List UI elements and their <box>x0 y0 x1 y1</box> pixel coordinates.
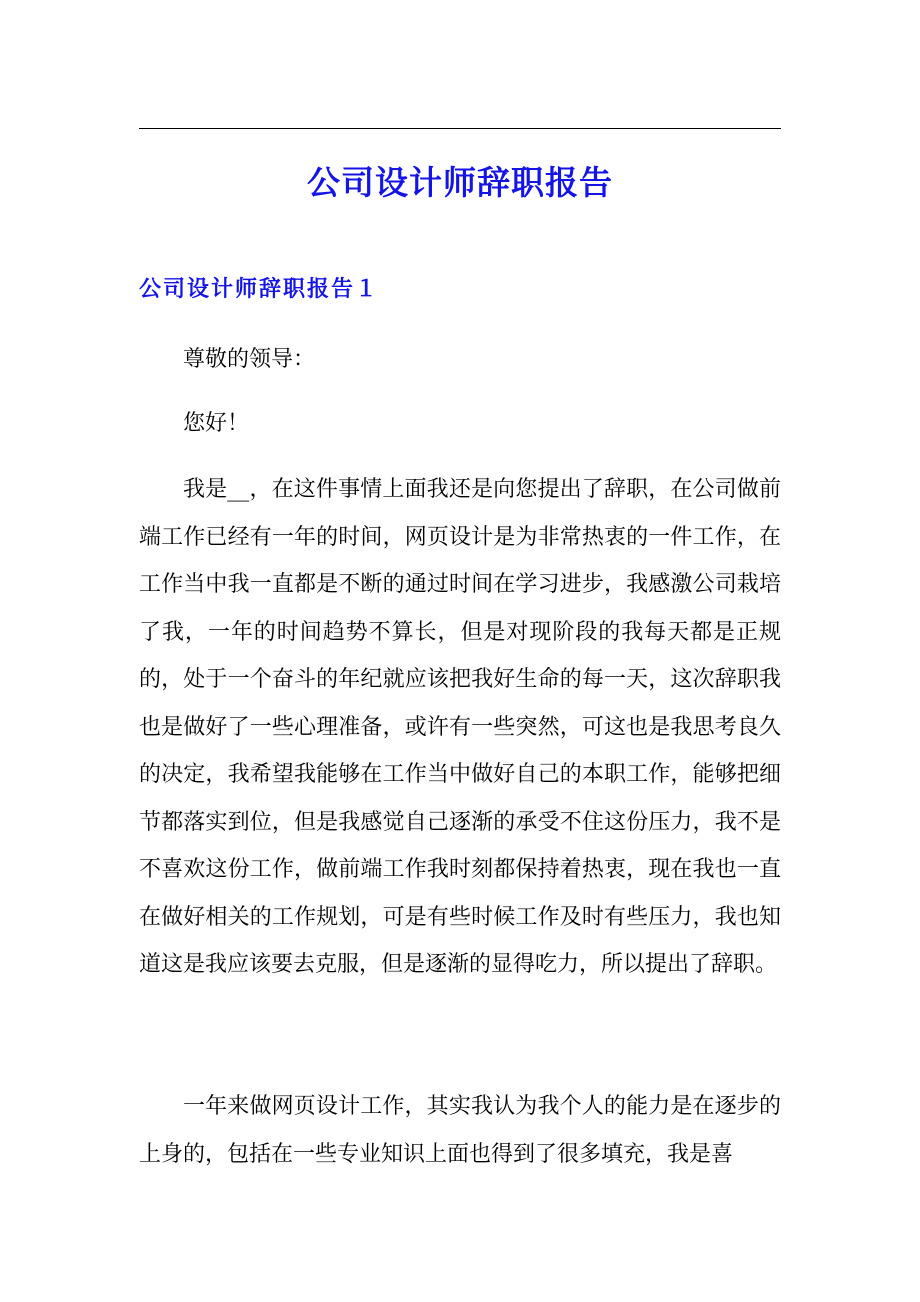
document-title: 公司设计师辞职报告 <box>307 163 613 202</box>
body-paragraph: 一年来做网页设计工作，其实我认为我个人的能力是在逐步的上身的，包括在一些专业知识上面也得到了很多填充，我是喜 <box>139 1094 781 1167</box>
body-paragraph: 我是__，在这件事情上面我还是向您提出了辞职，在公司做前端工作已经有一年的时间，网页设计是为非常热衷的一件工作，在工作当中我一直都是不断的通过时间在学习进步，我感激公司栽培了我，一年的时间趋势不算长，但是对现阶段的我每天都是正规的，处于一个奋斗的年纪就应该把我好生命的每一天，这次辞职我也是做好了一些心理准备，或许有一些突然，可这也是我思考良久的决定，我希望我能够在工作当中做好自己的本职工作，能够把细节都落实到位，但是我感觉自己逐渐的承受不住这份压力，我不是不喜欢这份工作，做前端工作我时刻都保持着热衷，现在我也一直在做好相关的工作规划，可是有些时候工作及时有些压力，我也知道这是我应该要去克服，但是逐渐的显得吃力，所以提出了辞职。 <box>139 477 781 977</box>
salutation: 尊敬的领导： <box>183 347 316 372</box>
header-rule <box>139 128 781 129</box>
section-heading: 公司设计师辞职报告１ <box>139 276 380 302</box>
greeting: 您好！ <box>183 411 250 436</box>
